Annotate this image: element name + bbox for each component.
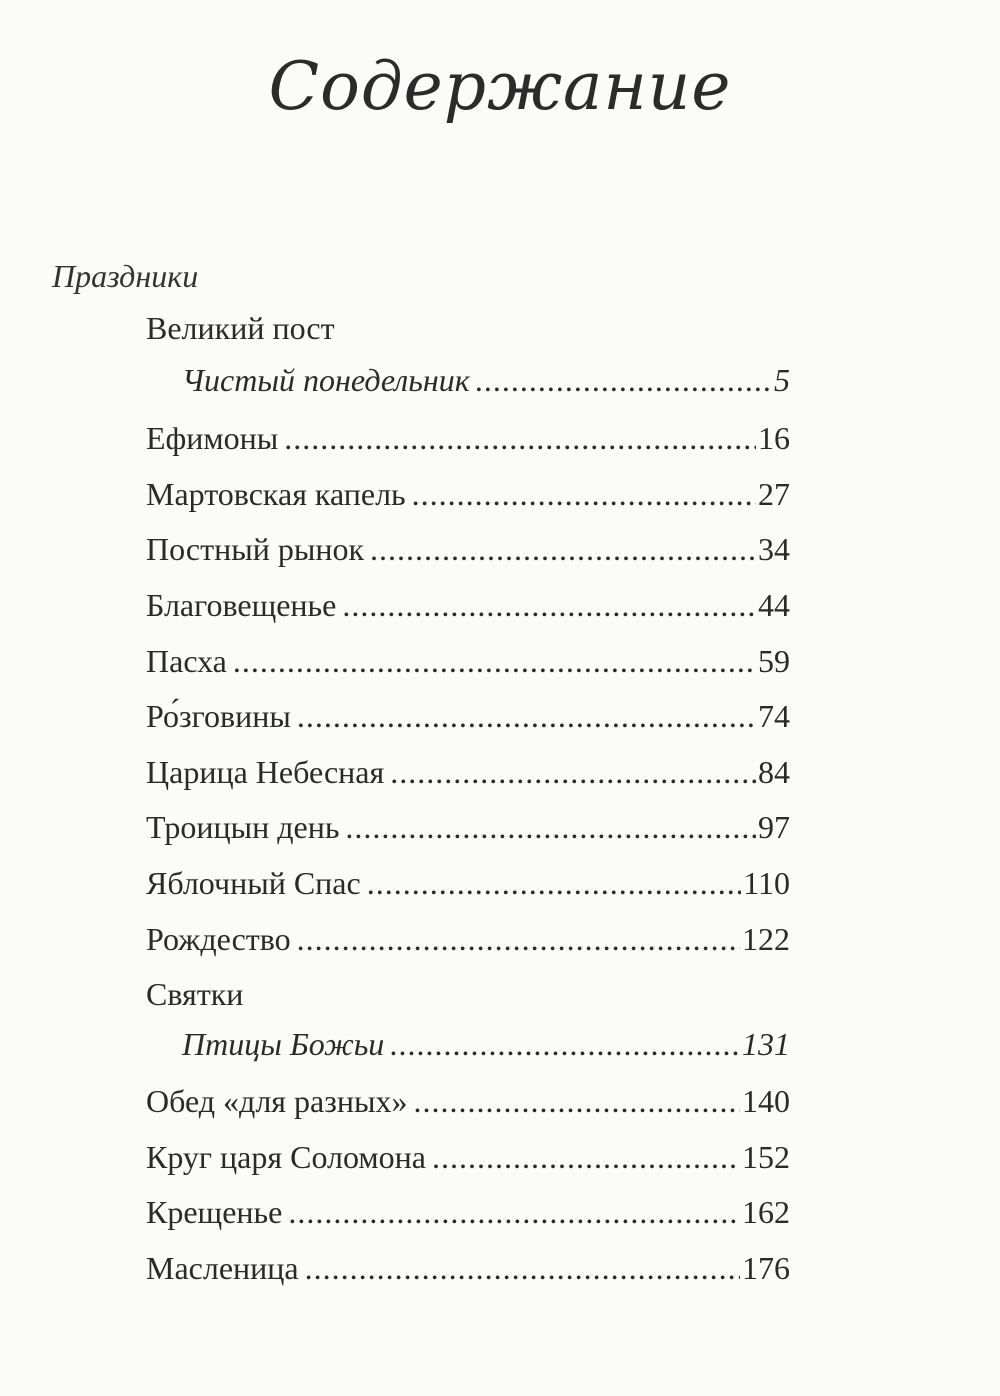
toc-leader-dots [305, 1250, 740, 1287]
toc-leader-dots [370, 531, 756, 568]
toc-page-number: 140 [742, 1083, 790, 1119]
section-title: Праздники [52, 258, 199, 294]
toc-entry-label: Мартовская капель [146, 476, 406, 512]
toc-page-number: 59 [758, 643, 790, 679]
toc-entry [182, 1026, 790, 1070]
toc-page-number: 27 [758, 476, 790, 512]
toc-page-number: 131 [742, 1026, 790, 1062]
toc-entry-label: Пасха [146, 643, 227, 679]
toc-leader-dots [390, 754, 756, 791]
toc-leader-dots [345, 809, 756, 846]
toc-entry-label: Ефимоны [146, 420, 279, 456]
toc-entry-label: Троицын день [146, 809, 340, 845]
toc-leader-dots [233, 643, 756, 680]
toc-page-number: 34 [758, 531, 790, 567]
page-title: Содержание [268, 48, 732, 125]
toc-entry [146, 1194, 790, 1238]
toc-page-number: 162 [742, 1194, 790, 1230]
toc-page-number: 97 [758, 809, 790, 845]
toc-page-number: 74 [758, 698, 790, 734]
toc-entry-label: Постный рынок [146, 531, 365, 567]
toc-entry [146, 587, 790, 631]
toc-leader-dots [284, 420, 756, 457]
toc-entry [146, 420, 790, 464]
toc-entry-label: Масленица [146, 1250, 299, 1286]
toc-page-number: 152 [742, 1139, 790, 1175]
toc-entry [146, 976, 790, 1020]
toc-entry [146, 1083, 790, 1127]
toc-entry [146, 865, 790, 909]
toc-entry [146, 1139, 790, 1183]
toc-leader-dots [412, 476, 756, 513]
toc-leader-dots [413, 1083, 740, 1120]
toc-entry-label: Круг царя Соломона [146, 1139, 426, 1175]
toc-entry-label: Великий пост [146, 310, 335, 346]
toc-entry [146, 698, 790, 742]
toc-page-number: 84 [758, 754, 790, 790]
toc-leader-dots [297, 921, 740, 958]
toc-entry-label: Рождество [146, 921, 291, 957]
toc-entry [146, 310, 790, 354]
toc-leader-dots [432, 1139, 740, 1176]
toc-entry-label: Царица Небесная [146, 754, 385, 790]
toc-page-number: 110 [743, 865, 790, 901]
toc-entry-label: Чистый понедельник [182, 362, 470, 398]
toc-leader-dots [342, 587, 756, 624]
toc-entry [146, 921, 790, 965]
toc-entry [146, 531, 790, 575]
toc-leader-dots [390, 1026, 740, 1063]
toc-entry-label: Благовещенье [146, 587, 337, 623]
toc-entry [146, 754, 790, 798]
toc-page-number: 176 [742, 1250, 790, 1286]
toc-page-number: 5 [774, 362, 790, 398]
toc-entry [146, 476, 790, 520]
toc-entry-label: Обед «для разных» [146, 1083, 408, 1119]
toc-leader-dots [367, 865, 742, 902]
toc-entry [182, 362, 790, 406]
toc-page-number: 16 [758, 420, 790, 456]
toc-leader-dots [297, 698, 756, 735]
toc-page-number: 122 [742, 921, 790, 957]
toc-entry-label: Ро́зговины [146, 698, 291, 734]
toc-entry [146, 1250, 790, 1294]
toc-entry-label: Святки [146, 976, 244, 1012]
toc-entry-label: Яблочный Спас [146, 865, 361, 901]
toc-entry [146, 643, 790, 687]
toc-entry [146, 809, 790, 853]
toc-entry-label: Крещенье [146, 1194, 283, 1230]
toc-leader-dots [288, 1194, 740, 1231]
toc-entry-label: Птицы Божьи [182, 1026, 385, 1062]
toc-leader-dots [476, 362, 772, 399]
toc-page-number: 44 [758, 587, 790, 623]
